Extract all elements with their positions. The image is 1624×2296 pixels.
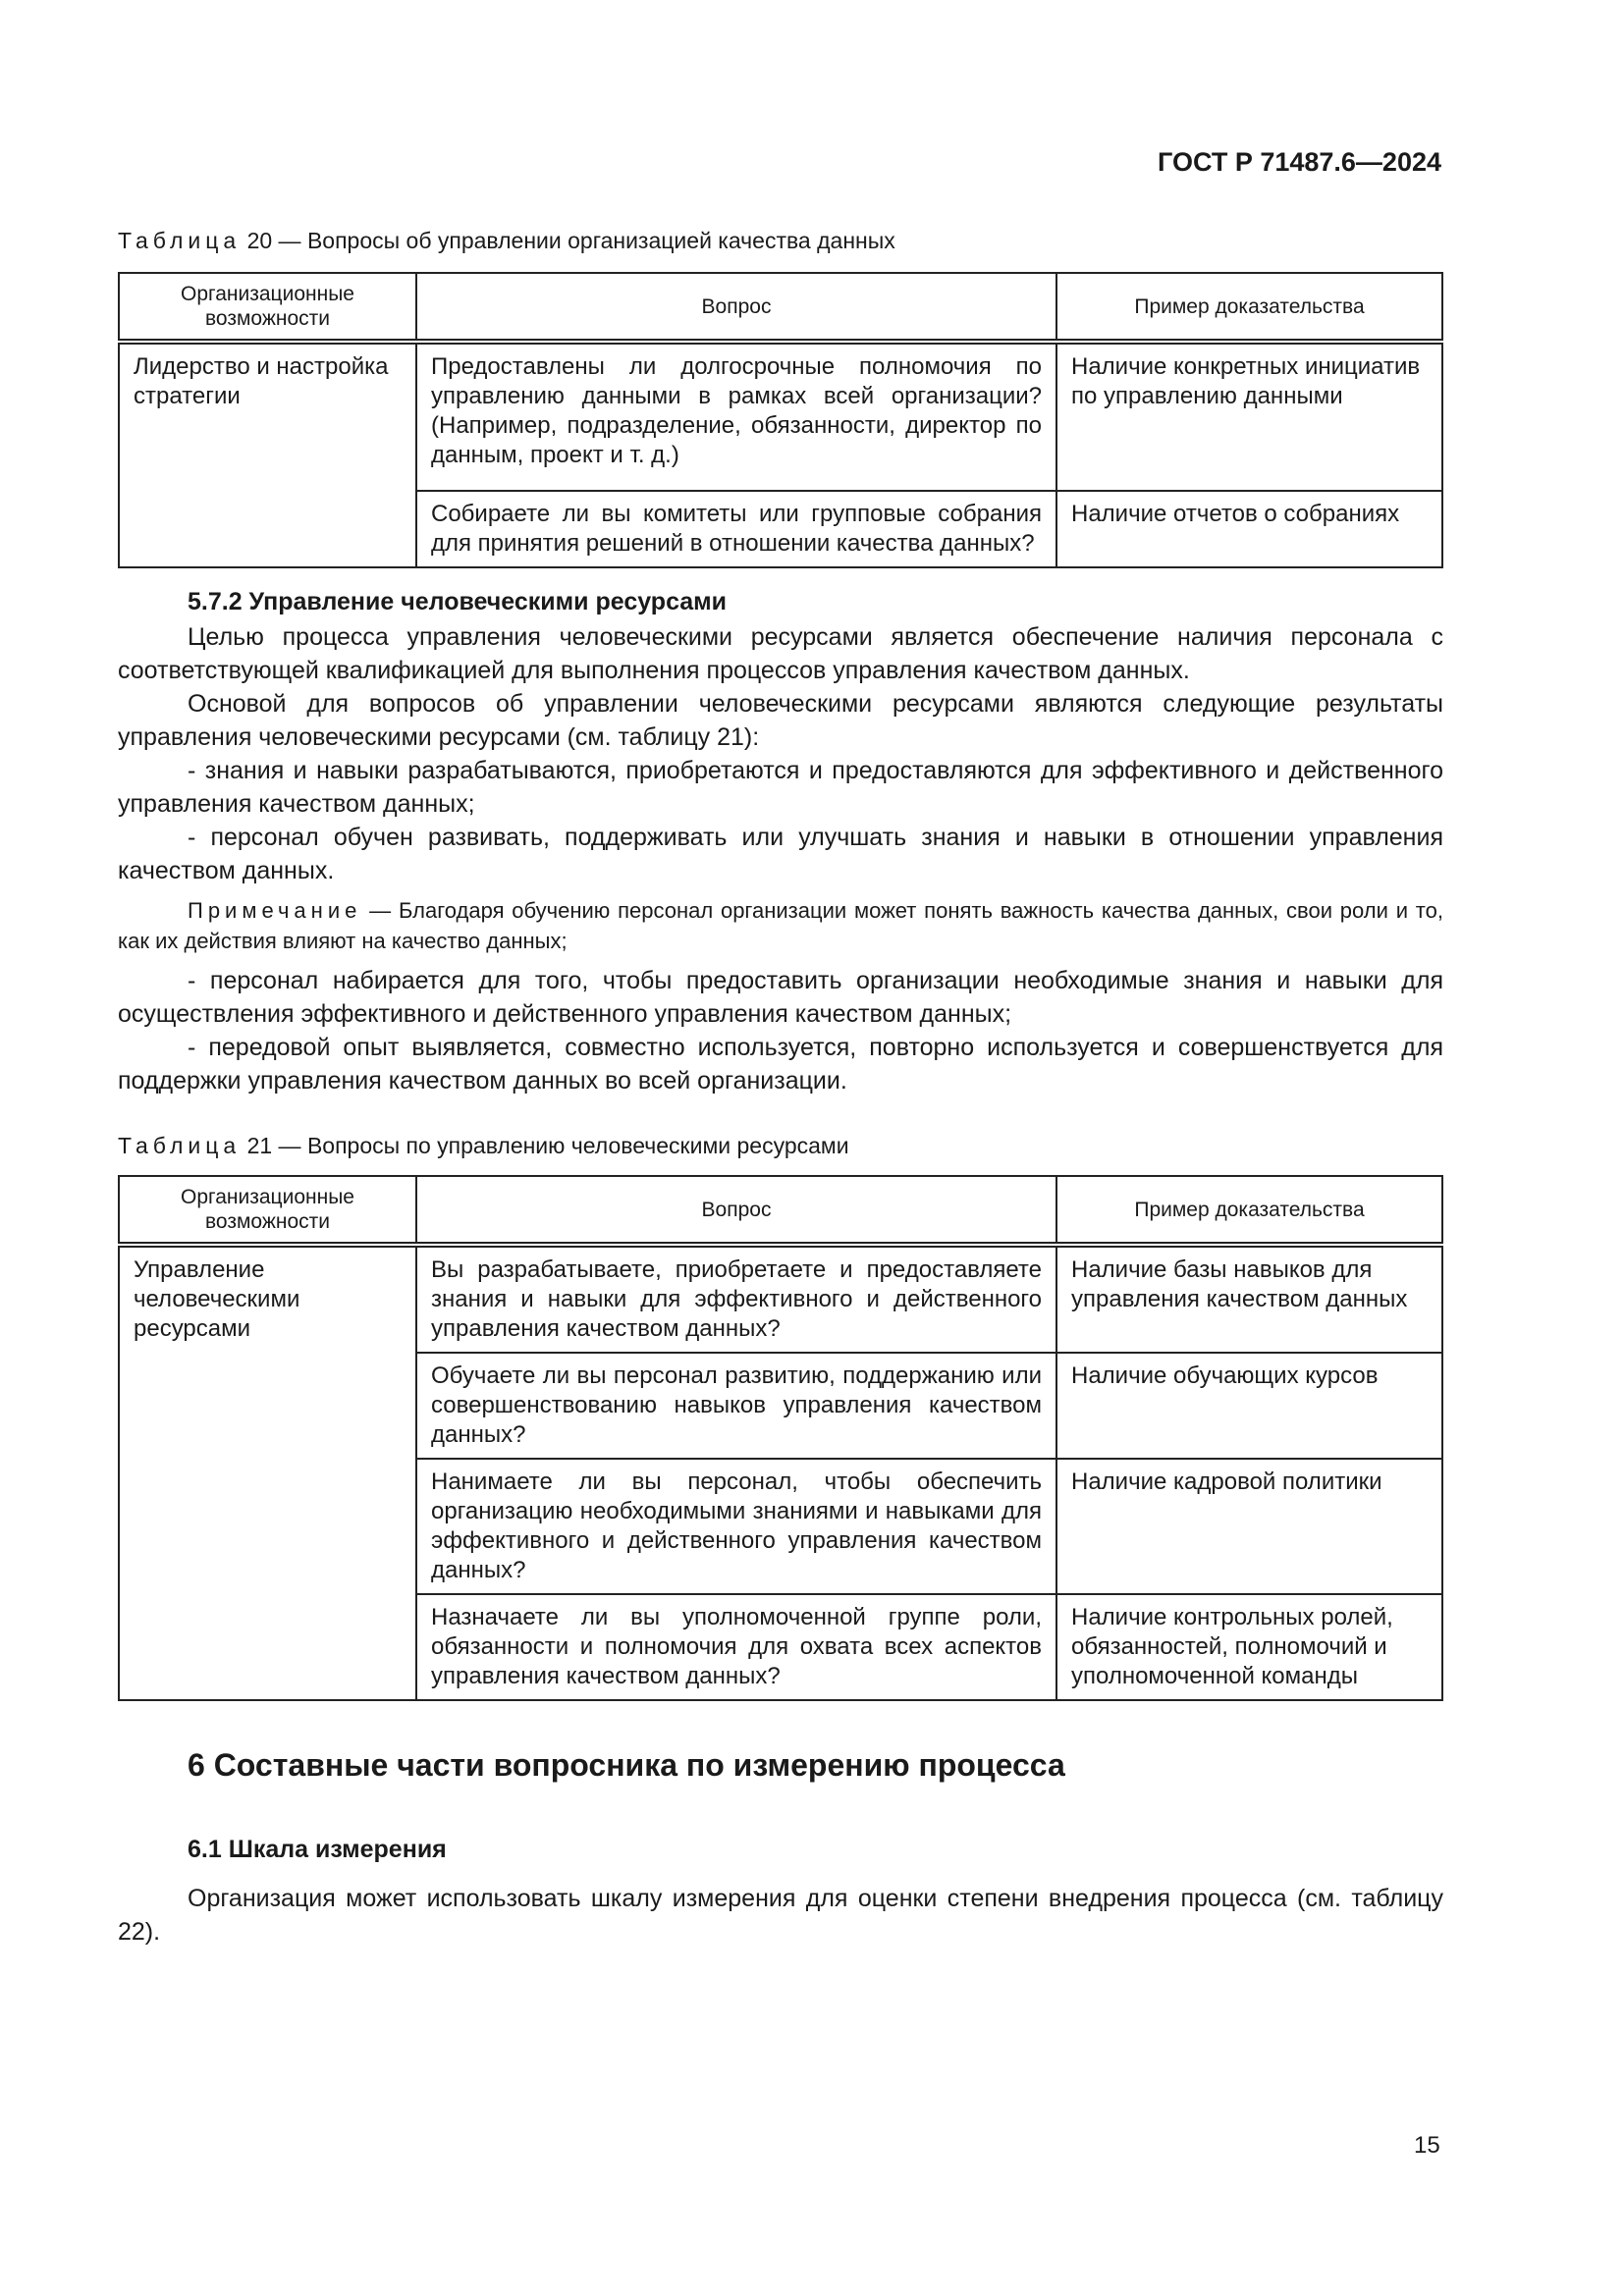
- caption-prefix: Таблица: [118, 1133, 242, 1158]
- section-heading-6-1: 6.1 Шкала измерения: [188, 1836, 447, 1863]
- list-item: - персонал набирается для того, чтобы предоставить организации необходимые знания и навыки для осуществления эффективного и действенного управления качеством данных;: [118, 967, 1443, 1028]
- col-header: Вопрос: [416, 1176, 1056, 1245]
- evidence-cell: Наличие конкретных инициатив по управлению данными: [1056, 342, 1442, 491]
- section-6-1-body: [118, 1882, 1443, 1949]
- evidence-cell: Наличие обучающих курсов: [1056, 1353, 1442, 1459]
- capability-cell: Лидерство и настройка стратегии: [119, 342, 416, 567]
- col-header: Организационные возможности: [119, 1176, 416, 1245]
- section-heading-5-7-2: 5.7.2 Управление человеческими ресурсами: [188, 588, 728, 615]
- caption-prefix: Таблица: [118, 228, 242, 253]
- table-20: [118, 272, 1443, 568]
- question-cell: Предоставлены ли долгосрочные полномочия по управлению данными в рамках всей организации? (Например, подразделение, обязанности, директор по данным, проект и т. д.): [416, 342, 1056, 491]
- paragraph: Целью процесса управления человеческими ресурсами является обеспечение наличия персонала с соответствующей квалификацией для выполнения процессов управления качеством данных.: [118, 623, 1443, 684]
- question-cell: Нанимаете ли вы персонал, чтобы обеспечить организацию необходимыми знаниями и навыками для эффективного и действенного управления качеством данных?: [416, 1459, 1056, 1594]
- table-20-caption: [118, 228, 895, 254]
- question-cell: Обучаете ли вы персонал развитию, поддержанию или совершенствованию навыков управления качеством данных?: [416, 1353, 1056, 1459]
- evidence-cell: Наличие отчетов о собраниях: [1056, 491, 1442, 567]
- evidence-cell: Наличие контрольных ролей, обязанностей, полномочий и уполномоченной команды: [1056, 1594, 1442, 1700]
- list-item: - знания и навыки разрабатываются, приобретаются и предоставляются для эффективного и действенного управления качеством данных;: [118, 757, 1443, 818]
- table-row: [119, 342, 1442, 491]
- question-cell: Вы разрабатываете, приобретаете и предоставляете знания и навыки для эффективного и действенного управления качеством данных?: [416, 1245, 1056, 1353]
- paragraph: Основой для вопросов об управлении человеческими ресурсами являются следующие результаты управления человеческими ресурсами (см. таблицу 21):: [118, 690, 1443, 751]
- section-heading-6: 6 Составные части вопросника по измерению процесса: [188, 1747, 1065, 1783]
- col-header: Организационные возможности: [119, 273, 416, 342]
- evidence-cell: Наличие базы навыков для управления качеством данных: [1056, 1245, 1442, 1353]
- col-header: Пример доказательства: [1056, 273, 1442, 342]
- capability-cell: Управление человеческими ресурсами: [119, 1245, 416, 1700]
- document-id: ГОСТ Р 71487.6—2024: [1158, 147, 1441, 177]
- list-item: - персонал обучен развивать, поддерживать или улучшать знания и навыки в отношении управления качеством данных.: [118, 824, 1443, 884]
- note: [118, 895, 1443, 956]
- section-5-7-2-body: [118, 620, 1443, 1097]
- list-item: - передовой опыт выявляется, совместно используется, повторно используется и совершенствуется для поддержки управления качеством данных во всей организации.: [118, 1034, 1443, 1095]
- question-cell: Назначаете ли вы уполномоченной группе роли, обязанности и полномочия для охвата всех аспектов управления качеством данных?: [416, 1594, 1056, 1700]
- paragraph: Организация может использовать шкалу измерения для оценки степени внедрения процесса (см. таблицу 22).: [118, 1885, 1443, 1946]
- caption-text: 21 — Вопросы по управлению человеческими ресурсами: [246, 1133, 849, 1158]
- caption-text: 20 — Вопросы об управлении организацией качества данных: [246, 228, 895, 253]
- note-text: — Благодаря обучению персонал организации может понять важность качества данных, свои роли и то, как их действия влияют на качество данных;: [118, 898, 1443, 953]
- evidence-cell: Наличие кадровой политики: [1056, 1459, 1442, 1594]
- page-number: 15: [1414, 2132, 1440, 2159]
- col-header: Вопрос: [416, 273, 1056, 342]
- note-label: Примечание: [188, 898, 362, 923]
- col-header: Пример доказательства: [1056, 1176, 1442, 1245]
- table-21: [118, 1175, 1443, 1701]
- table-row: [119, 1245, 1442, 1353]
- question-cell: Собираете ли вы комитеты или групповые собрания для принятия решений в отношении качества данных?: [416, 491, 1056, 567]
- table-21-caption: [118, 1133, 849, 1159]
